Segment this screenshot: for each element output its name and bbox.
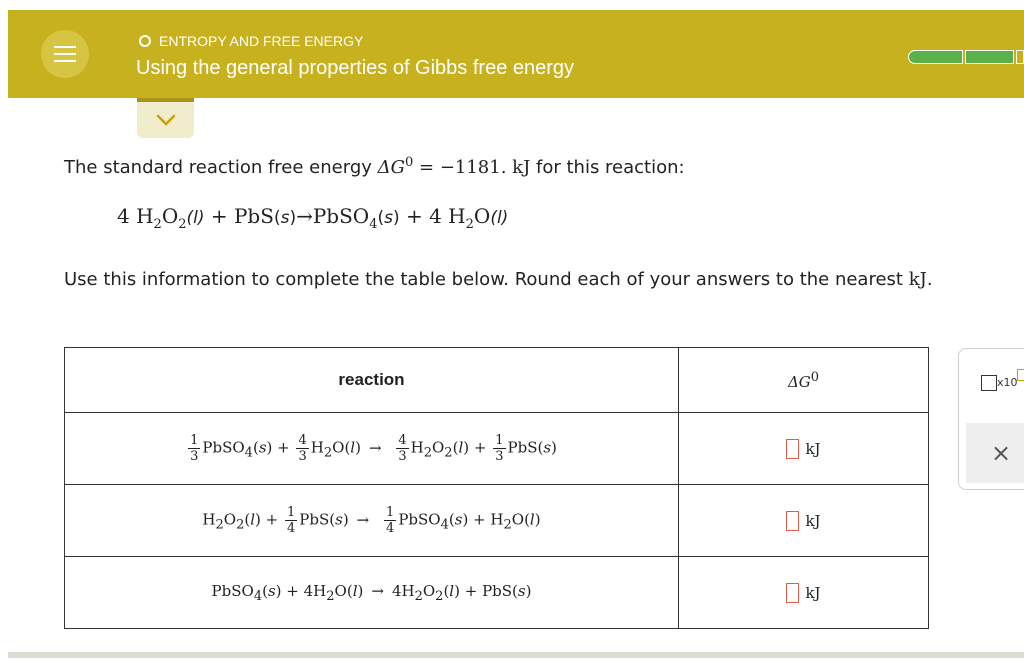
dg-answer-cell bbox=[679, 557, 929, 629]
answer-tools-panel bbox=[958, 348, 1024, 490]
left-edge bbox=[0, 0, 8, 660]
progress-segment bbox=[908, 50, 963, 64]
intro-after: for this reaction: bbox=[530, 157, 685, 178]
collapse-button[interactable] bbox=[137, 98, 194, 138]
intro-text: The standard reaction free energy bbox=[64, 157, 378, 178]
topic-text: ENTROPY AND FREE ENERGY bbox=[159, 33, 364, 49]
reaction-header-text: reaction bbox=[338, 370, 405, 389]
instruction-text bbox=[64, 269, 933, 290]
dg-sup: 0 bbox=[405, 155, 414, 170]
progress-segment bbox=[1016, 50, 1024, 64]
unit-label: kJ bbox=[805, 439, 821, 458]
table-row bbox=[65, 557, 929, 629]
instruction-body: Use this information to complete the table below. Round each of your answers to the nearest bbox=[64, 269, 909, 290]
reaction-cell: $H_2O_2(l)$ + $\frac{1}{4}$ PbS(s) → $\frac{1}{4}$ PbSO$_4$(s) + $H_2O(l)$ bbox=[65, 485, 679, 557]
dg-column-header bbox=[679, 348, 929, 413]
reaction-cell: PbSO$_4$(s) + $4H_2O(l) \to 4H_2O_2(l) + PbS(s)$ bbox=[65, 557, 679, 629]
table-row bbox=[65, 485, 929, 557]
close-icon[interactable]: × bbox=[966, 423, 1024, 483]
header-bar bbox=[8, 10, 1024, 98]
topic-circle-icon bbox=[139, 35, 151, 47]
instruction-unit: kJ bbox=[908, 269, 927, 290]
progress-bar bbox=[908, 50, 1024, 64]
progress-segment bbox=[965, 50, 1014, 64]
reaction-column-header bbox=[65, 348, 679, 413]
page-title: Using the general properties of Gibbs free energy bbox=[136, 57, 575, 79]
table-row bbox=[65, 413, 929, 485]
menu-icon[interactable] bbox=[41, 30, 89, 78]
unit-label: kJ bbox=[805, 511, 821, 530]
dg-value: = −1181. kJ bbox=[413, 157, 531, 178]
dg-symbol: ΔG bbox=[377, 157, 406, 178]
topic-label[interactable] bbox=[139, 33, 363, 49]
dg-answer-input[interactable] bbox=[786, 511, 799, 531]
dg-answer-cell bbox=[679, 413, 929, 485]
reaction-cell: $\frac{1}{3}$ PbSO$_4$(s) + $\frac{4}{3}$ $H_2O(l)$ → $\frac{4}{3}$ $H_2O_2(l)$ + $\frac{1}{3}$ PbS(s) bbox=[65, 413, 679, 485]
reaction-equation: 4 $H_2O_2(l)$ + PbS(s)→PbSO$_4$(s) + 4 $H_2O(l)$ bbox=[117, 204, 509, 232]
dg-header-sup: 0 bbox=[810, 369, 820, 385]
x10-label: x10 bbox=[997, 376, 1018, 389]
instruction-end: . bbox=[926, 269, 933, 290]
dg-header-text: ΔG bbox=[787, 372, 811, 391]
dg-answer-cell bbox=[679, 485, 929, 557]
table-header-row bbox=[65, 348, 929, 413]
chevron-down-icon bbox=[156, 114, 176, 126]
reaction-table bbox=[64, 347, 929, 629]
x10-icon[interactable] bbox=[981, 375, 1018, 391]
unit-label: kJ bbox=[805, 583, 821, 602]
problem-intro bbox=[64, 155, 685, 178]
dg-answer-input[interactable] bbox=[786, 439, 799, 459]
dg-answer-input[interactable] bbox=[786, 583, 799, 603]
bottom-divider bbox=[8, 652, 1024, 658]
